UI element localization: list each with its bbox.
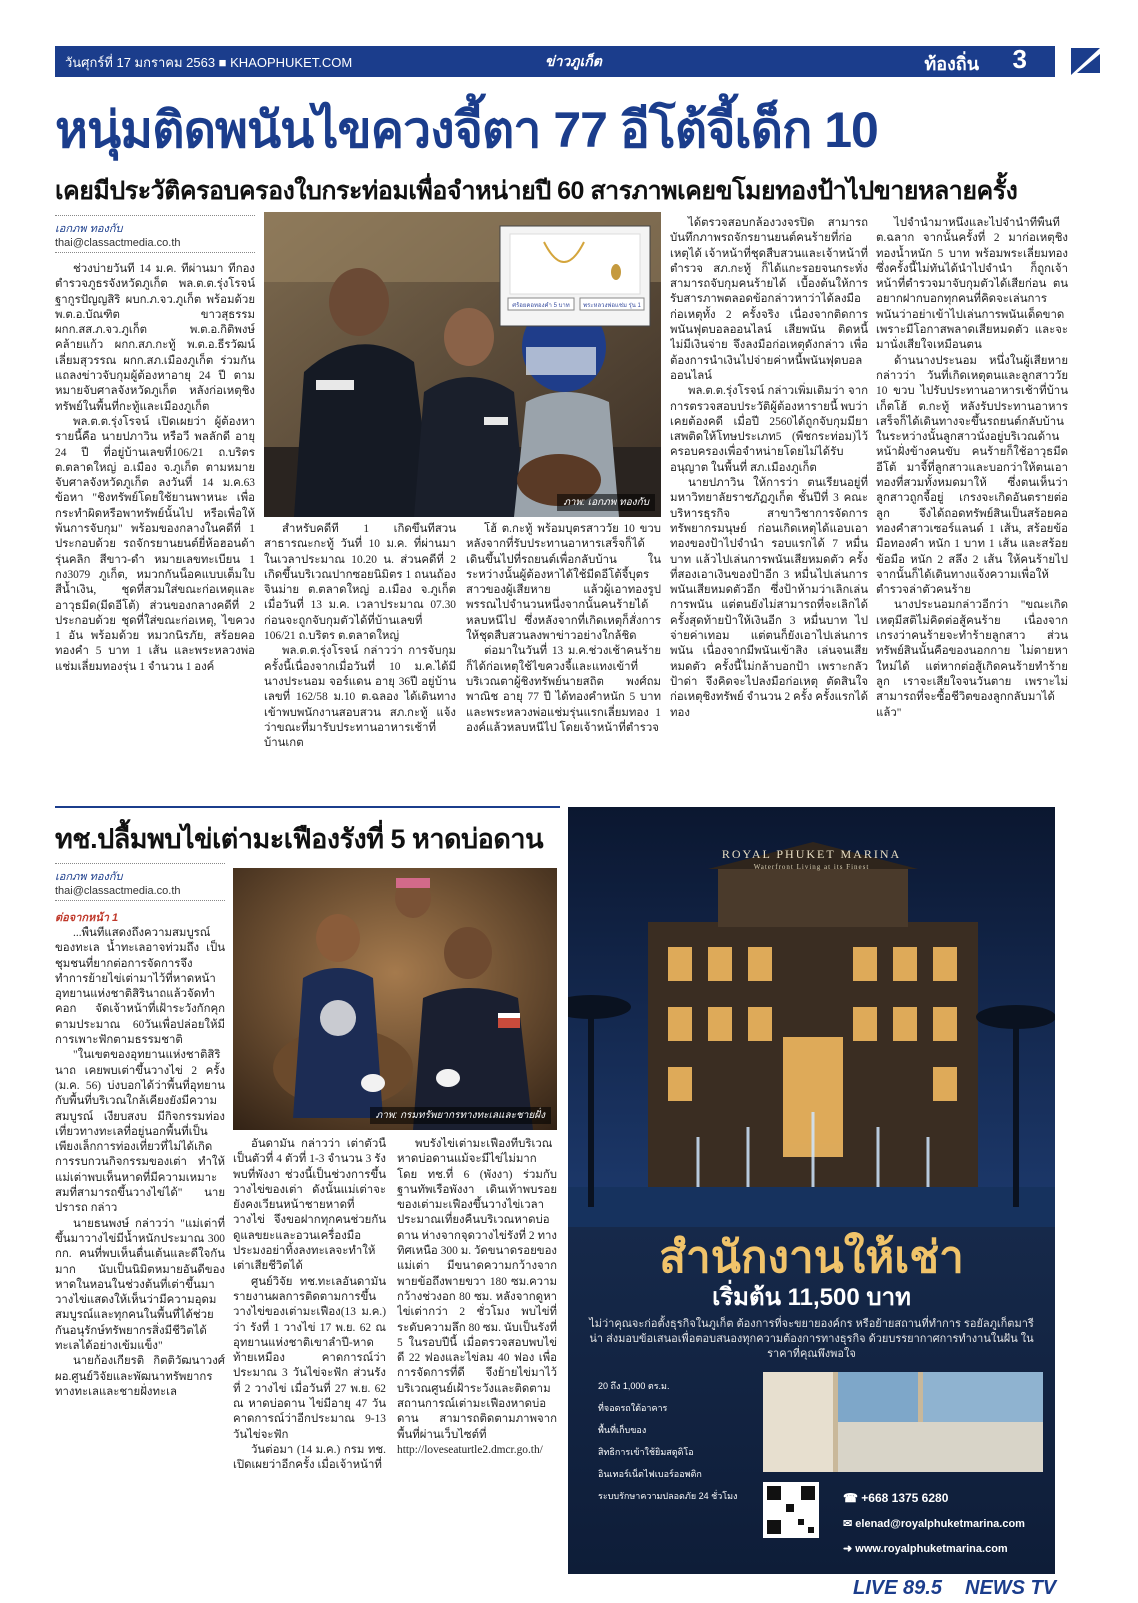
web-text: www.royalphuketmarina.com: [855, 1543, 1008, 1555]
phone-icon: ☎: [843, 1491, 862, 1505]
story2-photo: [233, 868, 557, 1130]
divider: [55, 863, 225, 864]
paragraph: พล.ต.ต.รุ่งโรจน์ กล่าวเพิ่มเติมว่า จากการตรวจสอบประวัติผู้ต้องหารายนี้ พบว่าเคยต้องคดี เมื่อปี 2560ได้ถูกจับกุมมียาเสพติดให้โทษประเภท5 (พืชกระท่อม)ไว้ครอบครองเพื่อจำหน่ายโดยไม่ได้รับอนุญาต ในพื้นที่ สภ.เมืองภูเก็ต: [670, 385, 868, 474]
divider: [55, 252, 255, 253]
ad-tagline: Waterfront Living at its Finest: [753, 863, 870, 871]
feature-item: ระบบรักษาความปลอดภัย 24 ชั่วโมง: [598, 1491, 738, 1501]
paragraph: ต่อมาในวันที่ 13 ม.ค.ช่วงเช้าคนร้ายก็ได้ก่อเหตุใช้ไขควงจี้และแทงเข้าที่บริเวณตาผู้ชิงทรัพย์นายสถิต พงศ์ถมพาณิช อายุ 77 ปี ได้ทองคำหนัก 5 บาท และพระหลวงพ่อแช่มรุ่นแรกเลี่ยมทอง 1 องค์แล้วหลบหนีไป โดยเจ้าหน้าที่ตำรวจ: [466, 645, 661, 734]
police-arrest-image: [264, 212, 661, 517]
paragraph: พบรังไข่เต่ามะเฟืองที่บริเวณหาดบ่อดานแม้จะมีไข่ไม่มาก โดย ทช.ที่ 6 (พังงา) ร่วมกับฐานทัพเรือพังงา เดินเท้าพบรอยของเต่ามะเฟืองขึ้นวางไข่เวลาประมาณเที่ยงคืนบริเวณหาดบ่อดาน ห่างจากจุดวางไข่รังที่ 2 ทางทิศเหนือ 300 ม. วัดขนาดรอยของแม่เต่า มีขนาดความกว้างจากพายข้อถึงพายขวา 180 ซม.ความกว้างช่วงอก 80 ซม. หลังจากดูหาไข่เต่ากว่า 2 ชั่วโมง พบไข่ที่ระดับความลึก 80 ซม. นับเป็นรังที่ 5 ในรอบปีนี้ เมื่อตรวจสอบพบไข่ดี 22 ฟองและไข่ลม 40 ฟอง เพื่อการจัดการที่ดี จึงย้ายไข่มาไว้บริเวณศูนย์เฝ้าระวังและติดตามสถานการณ์เต่ามะเฟืองหาดบ่อดาน สามารถติดตามภาพจากพื้นที่ผ่านเว็บไซต์ที่ http://loveseaturtle2.dmcr.go.th/: [397, 1138, 557, 1456]
paragraph: ช่วงบ่ายวันที่ 14 ม.ค. ที่ผ่านมา ที่กองตำรวจภูธรจังหวัดภูเก็ต พล.ต.ต.รุ่งโรจน์ ฐากูรปัญญสิริ ผบก.ภ.จว.ภูเก็ต พร้อมด้วย พ.ต.อ.บัณฑิต ขาวสุธรรม ผกก.สส.ภ.จว.ภูเก็ต พ.ต.อ.กิติพงษ์ คล้ายแก้ว ผกก.สภ.กะทู้ พ.ต.อ.ธีรวัฒน์ เลี่ยมสุวรรณ ผกก.สภ.เมืองภูเก็ต ร่วมกันแถลงข่าวจับกุมผู้ต้องหาอายุ 24 ปี ตามหมายจับศาลจังหวัดภูเก็ต หลังก่อเหตุชิงทรัพย์ในพื้นที่กะทู้และเมืองภูเก็ต: [55, 263, 255, 413]
live-radio-logo: LIVE 89.5: [853, 1577, 942, 1599]
divider: [55, 806, 560, 808]
paragraph: ...พื้นที่แสดงถึงความสมบูรณ์ของทะเล น้ำทะเลอาจท่วมถึง เป็นชุมชนที่ยากต่อการจัดการจึงทำการย้ายไข่เต่ามาไว้ที่หาดหน้าอุทยานแห่งชาติสิรินาถแล้วจัดทำคอก จัดเจ้าหน้าที่เฝ้าระวังกักคุกตามประมาณ 60วันเพื่อปล่อยให้มีการเพาะฟักตามธรรมชาติ: [55, 927, 225, 1047]
ad-website[interactable]: [843, 1542, 1008, 1555]
royal-phuket-marina-ad[interactable]: [568, 807, 1055, 1574]
byline-email: thai@classactmedia.co.th: [55, 885, 181, 897]
paragraph: ด้านนางประนอม หนึ่งในผู้เสียหาย กล่าวว่า วันที่เกิดเหตุตนและลูกสาววัย 10 ขวบ ไปรับประทานอาหารเช้าที่บ้านเก็ตโฮ้ ต.กะทู้ หลังรับประทานอาหารเสร็จก็ได้เดินทางจะขึ้นรถยนต์กลับบ้าน ในระหว่างนั้นลูกสาวนั่งอยู่บริเวณด้านหน้าฝั่งข้างคนขับ คนร้ายก็ใช้อาวุธมีดอีโต้ มาจี้ที่ลูกสาวและบอกว่าให้ตนเอาทองที่สวมทั้งหมดมาให้ ซึ่งตนเห็นว่าลูกสาวถูกจี้อยู่ เกรงจะเกิดอันตรายต่อลูก จึงได้ถอดทรัพย์สินเป็นสร้อยคอทองคำสาวเซอร์แลนด์ 1 เส้น, สร้อยข้อมือทองคำ หนัก 1 บาท 1 เส้น และสร้อยข้อมือ หนัก 2 สลึง 2 เส้น ให้คนร้ายไป จากนั้นก็ได้เดินทางแจ้งความเพื่อให้ตำรวจล่าตัวคนร้าย: [876, 354, 1068, 597]
ad-price: เริ่มต้น 11,500 บาท: [712, 1284, 911, 1311]
paragraph: "ในเขตของอุทยานแห่งชาติสิรินาถ เคยพบเต่าขึ้นวางไข่ 2 ครั้ง (ม.ค. 56) บ่งบอกได้ว่าพื้นที่อุทยานกับพื้นที่บริเวณใกล้เคียงยังมีความสมบูรณ์ เงียบสงบ มีกิจกรรมท่องเที่ยวทางทะเลที่อยู่นอกพื้นที่เป็นเพียงเล็กการท่องเที่ยวที่ไม่ได้เกิดการรบกวนกิจกรรมของเต่า ทำให้แม่เต่าพบเห็นหาดที่มีความเหมาะสมที่สามารถขึ้นวางไข่ได้" นายปรารถ กล่าว: [55, 1049, 225, 1215]
phone-text: +668 1375 6280: [861, 1491, 949, 1505]
paragraph: นายปภาวิน ให้การว่า ตนเรียนอยู่ที่มหาวิทยาลัยราชภัฏภูเก็ต ชั้นปีที่ 3 คณะบริหารธุรกิจ สาขาวิชาการจัดการทรัพยากรมนุษย์ ก่อนเกิดเหตุได้แอบเอาทองของป้าไปจำนำ รอบแรกได้ 7 หมื่นบาท แล้วไปเล่นการพนันเสียหมดตัว ครั้งที่สองเอาเงินของป้าอีก 3 หมื่นไปเล่นการพนันเสียหมดตัวอีก ซึ่งป้าห้ามว่าเลิกเล่นการพนัน แต่ตนยังไม่สามารถที่จะเลิกได้ ครั้งสุดท้ายป้าให้เงินอีก 3 หมื่นบาท ไปจ่ายค่าเทอม แต่ตนก็ยังเอาไปเล่นการพนัน เนื่องจากมีพนันเข้าสิง เล่นจนเสียหมดตัว ครั้งนี้ไม่กล้าบอกป้า เพราะกลัวป้าด่า จึงคิดจะไปลงมือก่อเหตุ ตัดสินใจก่อเหตุชิงทรัพย์ จำนวน 2 ครั้ง ครั้งแรกได้ทอง: [670, 477, 868, 719]
page-number: 3: [1012, 44, 1027, 74]
paragraph: วันต่อมา (14 ม.ค.) กรม ทช. เปิดเผยว่าอีกครั้ง เมื่อเจ้าหน้าที่: [233, 1443, 386, 1472]
paragraph: ได้ตรวจสอบกล้องวงจรปิด สามารถบันทึกภาพรถจักรยานยนต์คนร้ายที่ก่อเหตุได้ เจ้าหน้าที่ชุดสืบสวนและเจ้าหน้าที่ตำรวจ สภ.กะทู้ ก็ได้แกะรอยจนกระทั่งสามารถจับกุมคนร้ายได้ เบื้องต้นให้การรับสารภาพตลอดข้อกล่าวหาว่าได้ลงมือก่อเหตุทั้ง 2 ครั้งจริง เนื่องจากติดการพนันฟุตบอลออนไลน์ เสียพนัน ติดหนี้ไม่มีเงินจ่าย จึงลงมือก่อเหตุดังกล่าว เพื่อต้องการนำเงินไปจ่ายค่าหนี้พนันฟุตบอลออนไลน์: [670, 217, 868, 382]
feature-item: ที่จอดรถใต้อาคาร: [598, 1403, 668, 1413]
paragraph: สำหรับคดีที่ 1 เกิดขึ้นที่สวนสาธารณะกะทู้ วันที่ 10 ม.ค. ที่ผ่านมา ในเวลาประมาณ 10.20 น. ส่วนคดีที่ 2 เกิดขึ้นบริเวณปากซอยนิมิตร 1 ถนนถ้องจินม่าย ต.ตลาดใหญ่ อ.เมือง จ.ภูเก็ต เมื่อวันที่ 13 ม.ค. เวลาประมาณ 07.30 ก่อนจะถูกจับกุมตัวได้ที่บ้านเลขที่ 106/21 ถ.บริตร ต.ตลาดใหญ่: [264, 523, 456, 643]
paragraph: พล.ต.ต.รุ่งโรจน์ กล่าวว่า การจับกุมครั้งนี้เนื่องจากเมื่อวันที่ 10 ม.ค.ได้มี นางประนอม จอร์แดน อายุ 36ปี อยู่บ้านเลขที่ 162/58 ม.10 ต.ฉลอง ได้เดินทางเข้าพบพนักงานสอบสวน สภ.กะทู้ แจ้งว่าขณะที่มารับประทานอาหารเช้าที่บ้านเกต: [264, 645, 456, 750]
ad-brand: ROYAL PHUKET MARINA: [721, 847, 902, 861]
email-text: elenad@royalphuketmarina.com: [855, 1518, 1025, 1530]
header-bar: [55, 46, 1055, 77]
paragraph: นางประนอมกล่าวอีกว่า "ขณะเกิดเหตุมีสติไม่คิดต่อสู้คนร้าย เนื่องจากเกรงว่าคนร้ายจะทำร้ายลูกสาว ส่วนทรัพย์สินนั้นคือของนอกกาย ไม่ตายหาใหม่ได้ แต่หากต่อสู้เกิดคนร้ายทำร้ายลูก เราจะเสียใจจนวันตาย เพราะไม่สามารถที่จะซื้อชีวิตของลูกกลับมาได้แล้ว": [876, 599, 1068, 719]
story1-subheadline: เคยมีประวัติครอบครองใบกระท่อมเพื่อจำหน่ายปี 60 สารภาพเคยขโมยทองป้าไปขายหลายครั้ง: [55, 177, 1018, 205]
masthead-logo: ข่าวภูเก็ต: [545, 53, 602, 69]
mail-icon: ✉: [843, 1518, 856, 1530]
story1-column-1: [55, 262, 255, 772]
ad-phone[interactable]: [843, 1491, 948, 1505]
divider: [55, 215, 255, 216]
story2-column-2: [233, 1137, 386, 1575]
feature-item: 20 ถึง 1,000 ตร.ม.: [598, 1381, 670, 1391]
paragraph: โฮ้ ต.กะทู้ พร้อมบุตรสาววัย 10 ขวบ หลังจากที่รับประทานอาหารเสร็จก็ได้เดินขึ้นไปที่รถยนต์เพื่อกลับบ้าน ในระหว่างนั้นผู้ต้องหาได้ใช้มีดอีโต้จี้บุตรสาวของผู้เสียหาย แล้วผู้เอาทองรูปพรรณไปจำนวนหนึ่งจากนั้นคนร้ายได้หลบหนีไป ซึ่งหลังจากที่เกิดเหตุก็สั่งการให้ชุดสืบสวนลงพาข่าวอย่างใกล้ชิด: [466, 523, 661, 643]
continued-label: ต่อจากหน้า 1: [55, 912, 119, 924]
divider: [55, 900, 225, 901]
inset-label-1: ศร้อยคอทองคำ 5 บาท: [512, 303, 570, 309]
story2-column-3: [397, 1137, 557, 1575]
story2-headline: ทช.ปลื้มพบไข่เต่ามะเฟืองรังที่ 5 หาดบ่อดาน: [55, 824, 544, 854]
story1-photo: [264, 212, 661, 517]
paragraph: นายธนพงษ์ กล่าวว่า "แม่เต่าที่ขึ้นมาวางไข่มีน้ำหนักประมาณ 300 กก. คนที่พบเห็นตื่นเต้นและดีใจกันมาก นับเป็นนิมิตหมายอันดีของหาดในหอนในช่วงต้นที่เต่าขึ้นมาวางไข่แสดงให้เห็นว่ามีความอุดมสมบูรณ์และทุกคนในพื้นที่ได้ช่วยกันอนุรักษ์ทรัพยากรสิ่งมีชีวิตได้ทะเลได้อย่างเข้มแข็ง": [55, 1217, 225, 1353]
story1-column-5: [876, 216, 1068, 772]
feature-item: อินเทอร์เน็ตไฟเบอร์ออพติก: [598, 1469, 702, 1479]
feature-item: พื้นที่เก็บของ: [598, 1425, 647, 1435]
paragraph: ไปจำนำมาหนึ่งและไปจำนำที่พื้นที่ ต.ฉลาก จากนั้นครั้งที่ 2 มาก่อเหตุชิงทองน้ำหนัก 5 บาท พร้อมพระเลี่ยมทองซึ่งครั้งนี้ไม่ทันได้นำไปจำนำ ก็ถูกเจ้าหน้าที่ตำรวจมาจับกุมตัวได้เสียก่อน ตนอยากฝากบอกทุกคนที่คิดจะเล่นการพนันว่าอย่าเข้าไปเล่นการพนันเด็ดขาด เพราะมีโอกาสพลาดเสียหมดตัว และจะมานั่งเสียใจเหมือนตน: [876, 217, 1068, 352]
section-name: ท้องถิ่น: [924, 54, 979, 74]
paragraph: ศูนย์วิจัย ทช.ทะเลอันดามันรายงานผลการติดตามการขึ้นวางไข่ของเต่ามะเฟือง(13 ม.ค.) ว่า รังที่ 1 วางไข่ 17 พ.ย. 62 ณ อุทยานแห่งชาติเขาลำปี-หาดท้ายเหมือง คาดการณ์ว่าประมาณ 3 วันไข่จะฟัก ส่วนรังที่ 2 วางไข่ เมื่อวันที่ 27 พ.ย. 62 ณ หาดบ่อดาน ไข่มีอายุ 47 วันคาดการณ์ว่าอีกประมาณ 9-13 วันไข่จะฟัก: [233, 1275, 386, 1441]
turtle-nest-image: [233, 868, 557, 1130]
inset-label-2: พระหลวงพ่อแช่ม รุ่น 1: [583, 303, 641, 309]
story1-column-4: [670, 216, 868, 772]
feature-item: สิทธิการเข้าใช้ยิมสตูดิโอ: [598, 1447, 694, 1457]
ad-description: ไม่ว่าคุณจะก่อตั้งธุรกิจในภูเก็ต ต้องการที่จะขยายองค์กร หรือย้ายสถานที่ทำการ รอยัลภูเก็ตมารีน่า ส่งมอบข้อเสนอเพื่อตอบสนองทุกความต้องการทางธุรกิจ ด้วยบรรยากาศการทำงานในฝัน ในราคาที่คุณพึงพอใจ: [589, 1318, 1034, 1360]
header-date: วันศุกร์ที่ 17 มกราคม 2563 ■ KHAOPHUKET.COM: [65, 55, 353, 70]
web-icon: ➜: [843, 1543, 856, 1555]
story1-headline: หนุ่มติดพนันไขควงจี้ตา 77 อีโต้จี้เด็ก 10: [55, 102, 878, 158]
byline-name: เอกภพ ทองกับ: [55, 223, 123, 235]
story1-column-2: [264, 522, 456, 772]
ad-email[interactable]: [843, 1517, 1025, 1530]
story2-byline: [55, 870, 225, 898]
paragraph: อันดามัน กล่าวว่า เต่าตัวนี้เป็นตัวที่ 4 ตัวที่ 1-3 จำนวน 3 รังพบที่พังงา ช่วงนี้เป็นช่วงการขึ้นวางไข่ของเต่า ดังนั้นแม่เต่าจะยังคงเวียนหน้าชายหาดที่วางไข่ จึงขอฝากทุกคนช่วยกันดูแลขยะและอวนเครื่องมือประมงอย่าทิ้งลงทะเลจะทำให้เต่าเสียชีวิตได้: [233, 1138, 386, 1273]
newstv-logo: NEWS TV: [965, 1577, 1057, 1599]
paragraph: พล.ต.ต.รุ่งโรจน์ เปิดเผยว่า ผู้ต้องหารายนี้คือ นายปภาวิน หรือวี พลลักดี อายุ 24 ปี ที่อยู่บ้านเลขที่106/21 ถ.บริตร ต.ตลาดใหญ่ อ.เมือง จ.ภูเก็ต ตามหมายจับศาลจังหวัดภูเก็ต ลงวันที่ 14 ม.ค.63 ข้อหา "ชิงทรัพย์โดยใช้ยานพาหนะ เพื่อกระทำผิดหรือพาทรัพย์นั้นไป หรือเพื่อให้พ้นการจับกุม" พร้อมของกลางในคดีที่ 1 ประกอบด้วย รถจักรยานยนต์ยี่ห้อฮอนด้ารุ่นคลิก สีขาว-ดำ หมายเลขทะเบียน 1 กง3079 ภูเก็ต, หมวกกันน็อคแบบเต็มใบสีน้ำเงิน, ชุดที่สวมใส่ขณะก่อเหตุและอาวุธมีด(มีดอีโต้) ส่วนของกลางคดีที่ 2 ประกอบด้วย ชุดที่ใส่ขณะก่อเหตุ, ไขควง 1 อัน พร้อมด้วย หมวกนิรภัย, สร้อยคอทองคำ 5 บาท 1 เส้น และพระหลวงพ่อแช่มเลี่ยมทองรุ่น 1 จำนวน 1 องค์: [55, 415, 255, 673]
photo-caption: ภาพ: เอกภพ ทองกับ: [557, 494, 655, 511]
byline-email: thai@classactmedia.co.th: [55, 237, 181, 249]
ad-title: สำนักงานให้เช่า: [659, 1233, 964, 1282]
photo-caption: ภาพ: กรมทรัพยากรทางทะเลและชายฝั่ง: [370, 1107, 551, 1124]
story1-column-3: [466, 522, 661, 772]
ad-feature-list: [598, 1379, 758, 1511]
byline-name: เอกภพ ทองกับ: [55, 871, 123, 883]
story1-byline: [55, 222, 255, 250]
paragraph: นายก้องเกียรติ กิตติวัฒนาวงศ์ ผอ.ศูนย์วิจัยและพัฒนาทรัพยากรทางทะเลและชายฝั่งทะเล: [55, 1355, 225, 1398]
corner-arrow-icon: [1069, 46, 1102, 77]
story2-column-1: [55, 926, 225, 1576]
